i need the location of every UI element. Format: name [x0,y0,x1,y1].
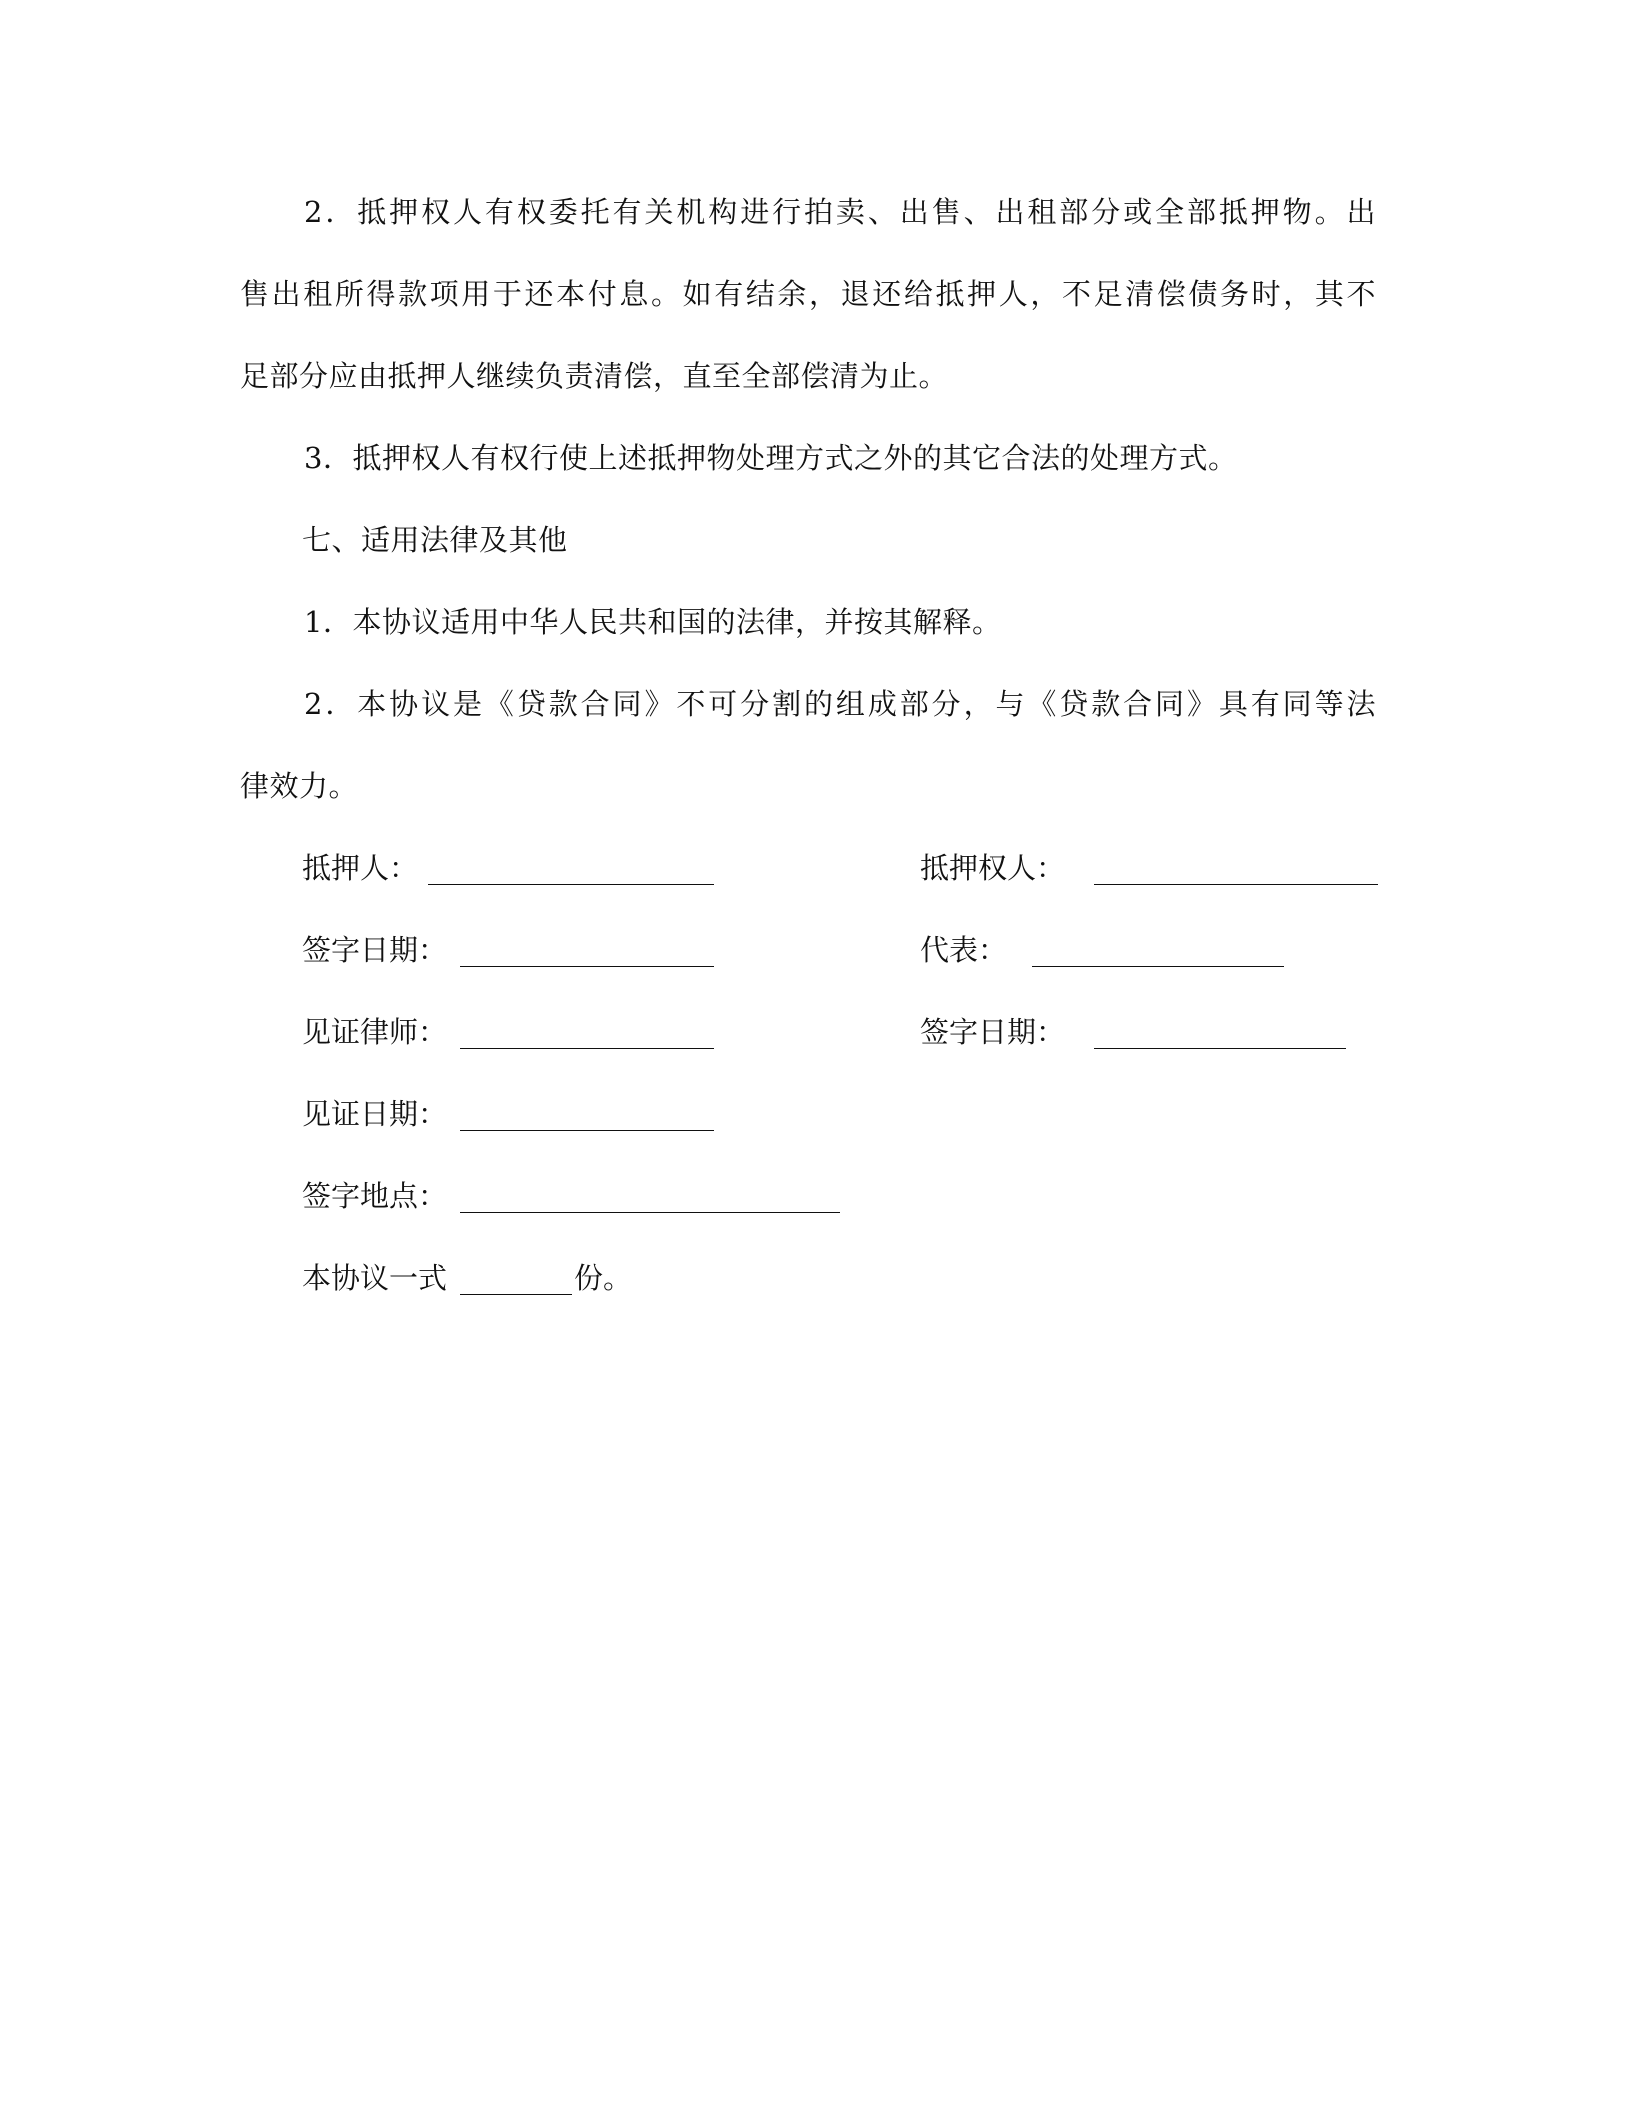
representative-label: 代表： [920,933,1008,967]
clause7-item1: 1．本协议适用中华人民共和国的法律，并按其解释。 [304,605,1002,639]
clause6-item2-line3: 足部分应由抵押人继续负责清偿，直至全部偿清为止。 [240,359,949,393]
witness-date-label: 见证日期： [302,1097,448,1131]
copies-count-line[interactable] [460,1294,572,1295]
sign-date-label-left: 签字日期： [302,933,448,967]
sign-place-label: 签字地点： [302,1179,448,1213]
sign-place-line[interactable] [460,1212,840,1213]
clause7-heading: 七、适用法律及其他 [302,523,568,557]
copies-prefix: 本协议一式 [302,1261,448,1295]
sign-date-line-left[interactable] [460,966,714,967]
witness-date-line[interactable] [460,1130,714,1131]
sign-date-line-right[interactable] [1094,1048,1346,1049]
clause7-item2-line2: 律效力。 [240,769,359,803]
witness-lawyer-label: 见证律师： [302,1015,448,1049]
clause6-item2-line2: 售出租所得款项用于还本付息。如有结余，退还给抵押人，不足清偿债务时，其不 [240,277,1376,311]
clause7-item2-line1: 2．本协议是《贷款合同》不可分割的组成部分，与《贷款合同》具有同等法 [304,687,1376,721]
copies-suffix: 份。 [574,1261,633,1295]
mortgagor-signature-line[interactable] [428,884,714,885]
mortgagee-label: 抵押权人： [920,851,1066,885]
representative-line[interactable] [1032,966,1284,967]
mortgagor-label: 抵押人： [302,851,419,885]
mortgagee-signature-line[interactable] [1094,884,1378,885]
witness-lawyer-line[interactable] [460,1048,714,1049]
sign-date-label-right: 签字日期： [920,1015,1066,1049]
clause6-item3: 3．抵押权人有权行使上述抵押物处理方式之外的其它合法的处理方式。 [304,441,1238,475]
clause6-item2-line1: 2．抵押权人有权委托有关机构进行拍卖、出售、出租部分或全部抵押物。出 [304,195,1376,229]
